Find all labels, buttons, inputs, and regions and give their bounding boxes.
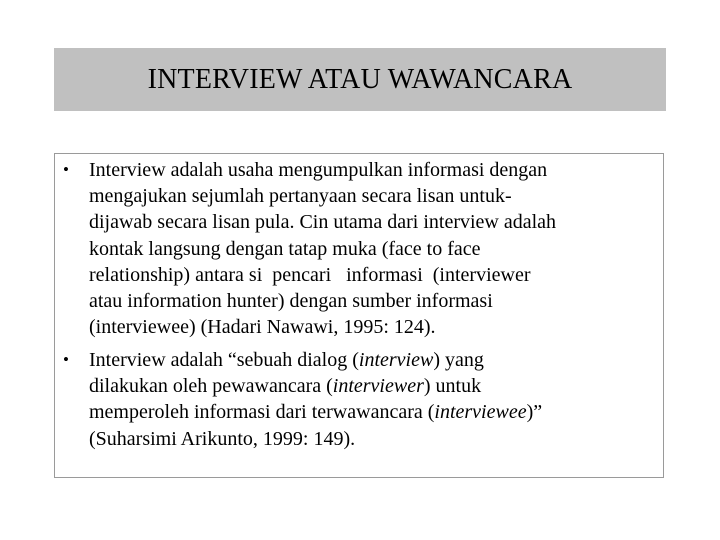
- text-run: )”: [526, 401, 543, 424]
- text-line: (Suharsimi Arikunto, 1999: 149).: [89, 427, 356, 450]
- bullet-text: [89, 347, 643, 452]
- text-line: dijawab secara lisan pula. Cin utama dari interview adalah: [89, 211, 557, 234]
- text-line: [89, 347, 643, 373]
- content-box: [54, 153, 664, 478]
- italic-term: interviewer: [332, 375, 424, 398]
- text-line: relationship) antara si pencari informasi (interviewer: [89, 263, 531, 286]
- bullet-dot-icon: •: [63, 160, 69, 179]
- bullet-text: [89, 157, 643, 340]
- text-line: (interviewee) (Hadari Nawawi, 1995: 124).: [89, 316, 436, 339]
- italic-term: interviewee: [434, 401, 527, 424]
- text-run: memperoleh informasi dari terwawancara (: [89, 401, 435, 424]
- bullet-dot-icon: •: [63, 350, 69, 369]
- bullet-item-interview-dialog: [59, 347, 643, 452]
- text-run: ) yang: [433, 349, 484, 371]
- slide-title: INTERVIEW ATAU WAWANCARA: [147, 63, 573, 95]
- bullet-item-interview-definition: [59, 157, 643, 340]
- text-line: [89, 373, 643, 399]
- text-run: dilakukan oleh pewawancara (: [89, 375, 333, 398]
- text-line: mengajukan sejumlah pertanyaan secara lisan untuk-: [89, 185, 512, 208]
- text-line: Interview adalah usaha mengumpulkan informasi dengan: [89, 159, 548, 181]
- text-line: [89, 399, 643, 425]
- italic-term: interview: [358, 349, 434, 371]
- title-bar: [54, 48, 666, 111]
- text-run: Interview adalah “sebuah dialog (: [89, 349, 359, 371]
- text-line: atau information hunter) dengan sumber informasi: [89, 290, 493, 313]
- text-line: kontak langsung dengan tatap muka (face to face: [89, 237, 481, 260]
- text-run: ) untuk: [423, 375, 482, 398]
